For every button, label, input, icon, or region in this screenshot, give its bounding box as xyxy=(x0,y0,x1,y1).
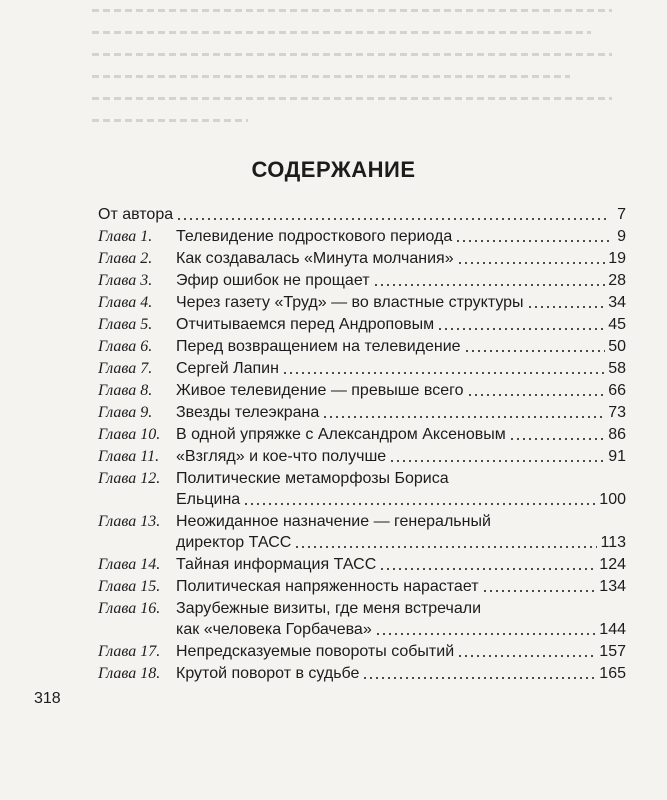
chapter-title: Через газету «Труд» — во властные структуры xyxy=(176,294,524,311)
chapter-label: Глава 10. xyxy=(98,426,161,443)
chapter-title: «Взгляд» и кое-что получше xyxy=(176,448,387,465)
dot-leader xyxy=(389,460,605,462)
toc-entry xyxy=(98,204,626,225)
page-ref: 7 xyxy=(617,206,626,223)
chapter-title: Перед возвращением на телевидение xyxy=(176,338,461,355)
chapter-label: Глава 4. xyxy=(98,294,153,311)
chapter-title: Зарубежные визиты, где меня встречали xyxy=(176,600,482,617)
page-ref: 28 xyxy=(608,272,626,289)
page-ref: 50 xyxy=(608,338,626,355)
toc-entry xyxy=(98,641,626,662)
toc-entry xyxy=(98,446,626,467)
toc-entry xyxy=(98,511,626,553)
table-of-contents xyxy=(98,204,626,685)
dot-leader xyxy=(467,394,606,396)
page-ref: 58 xyxy=(608,360,626,377)
chapter-label: Глава 14. xyxy=(98,556,161,573)
chapter-title: Тайная информация ТАСС xyxy=(176,556,377,573)
dot-leader xyxy=(457,262,606,264)
chapter-title: Неожиданное назначение — генеральный xyxy=(176,513,491,530)
bleed-through-text xyxy=(92,0,612,130)
page-ref: 9 xyxy=(617,228,626,245)
dot-leader xyxy=(437,328,605,330)
chapter-title: Телевидение подросткового периода xyxy=(176,228,453,245)
chapter-title: Политическая напряженность нарастает xyxy=(176,578,479,595)
chapter-label: Глава 17. xyxy=(98,643,161,660)
dot-leader xyxy=(455,240,609,242)
chapter-title: Звезды телеэкрана xyxy=(176,404,320,421)
chapter-label: Глава 11. xyxy=(98,448,160,465)
dot-leader xyxy=(375,633,597,635)
page-ref: 113 xyxy=(600,534,626,551)
chapter-title-continued: Ельцина xyxy=(176,491,241,508)
chapter-title: Как создавалась «Минута молчания» xyxy=(176,250,454,267)
toc-entry xyxy=(98,358,626,379)
chapter-title: Непредсказуемые повороты событий xyxy=(176,643,455,660)
toc-entry xyxy=(98,226,626,247)
chapter-title: От автора xyxy=(98,206,174,223)
chapter-title-continued: директор ТАСС xyxy=(176,534,292,551)
dot-leader xyxy=(322,416,605,418)
dot-leader xyxy=(243,503,596,505)
page-ref: 165 xyxy=(599,665,626,682)
chapter-title: В одной упряжке с Александром Аксеновым xyxy=(176,426,506,443)
page-ref: 34 xyxy=(608,294,626,311)
dot-leader xyxy=(509,438,605,440)
dot-leader xyxy=(362,677,596,679)
toc-entry xyxy=(98,576,626,597)
dot-leader xyxy=(482,590,597,592)
page-ref: 45 xyxy=(608,316,626,333)
chapter-title: Эфир ошибок не прощает xyxy=(176,272,370,289)
page-ref: 124 xyxy=(599,556,626,573)
dot-leader xyxy=(457,655,596,657)
chapter-title: Живое телевидение — превыше всего xyxy=(176,382,464,399)
toc-entry xyxy=(98,468,626,510)
chapter-title-continued: как «человека Горбачева» xyxy=(176,621,372,638)
dot-leader xyxy=(176,218,609,220)
dot-leader xyxy=(294,546,597,548)
toc-entry xyxy=(98,554,626,575)
chapter-label: Глава 9. xyxy=(98,404,153,421)
chapter-title: Сергей Лапин xyxy=(176,360,279,377)
dot-leader xyxy=(373,284,606,286)
chapter-label: Глава 18. xyxy=(98,665,161,682)
page-ref: 100 xyxy=(599,491,626,508)
chapter-label: Глава 8. xyxy=(98,382,153,399)
toc-entry xyxy=(98,402,626,423)
toc-entry xyxy=(98,380,626,401)
dot-leader xyxy=(527,306,606,308)
page-ref: 144 xyxy=(599,621,626,638)
page-ref: 73 xyxy=(608,404,626,421)
chapter-title: Политические метаморфозы Бориса xyxy=(176,470,449,487)
chapter-label: Глава 6. xyxy=(98,338,153,355)
page-ref: 66 xyxy=(608,382,626,399)
chapter-label: Глава 3. xyxy=(98,272,153,289)
chapter-label: Глава 15. xyxy=(98,578,161,595)
dot-leader xyxy=(282,372,605,374)
toc-entry xyxy=(98,248,626,269)
chapter-label: Глава 1. xyxy=(98,228,153,245)
chapter-label: Глава 5. xyxy=(98,316,153,333)
toc-heading: СОДЕРЖАНИЕ xyxy=(251,157,416,182)
toc-entry xyxy=(98,663,626,684)
chapter-label: Глава 16. xyxy=(98,600,161,617)
toc-entry xyxy=(98,598,626,640)
dot-leader xyxy=(464,350,606,352)
toc-entry xyxy=(98,292,626,313)
chapter-title: Крутой поворот в судьбе xyxy=(176,665,360,682)
page-ref: 86 xyxy=(608,426,626,443)
chapter-label: Глава 12. xyxy=(98,470,161,487)
toc-entry xyxy=(98,424,626,445)
chapter-label: Глава 7. xyxy=(98,360,153,377)
page-ref: 91 xyxy=(608,448,626,465)
page-number: 318 xyxy=(34,690,61,707)
chapter-label: Глава 2. xyxy=(98,250,153,267)
toc-entry xyxy=(98,336,626,357)
toc-entry xyxy=(98,270,626,291)
page-ref: 157 xyxy=(599,643,626,660)
toc-entry xyxy=(98,314,626,335)
page-ref: 134 xyxy=(599,578,626,595)
chapter-title: Отчитываемся перед Андроповым xyxy=(176,316,435,333)
dot-leader xyxy=(379,568,596,570)
chapter-label: Глава 13. xyxy=(98,513,161,530)
page-ref: 19 xyxy=(608,250,626,267)
